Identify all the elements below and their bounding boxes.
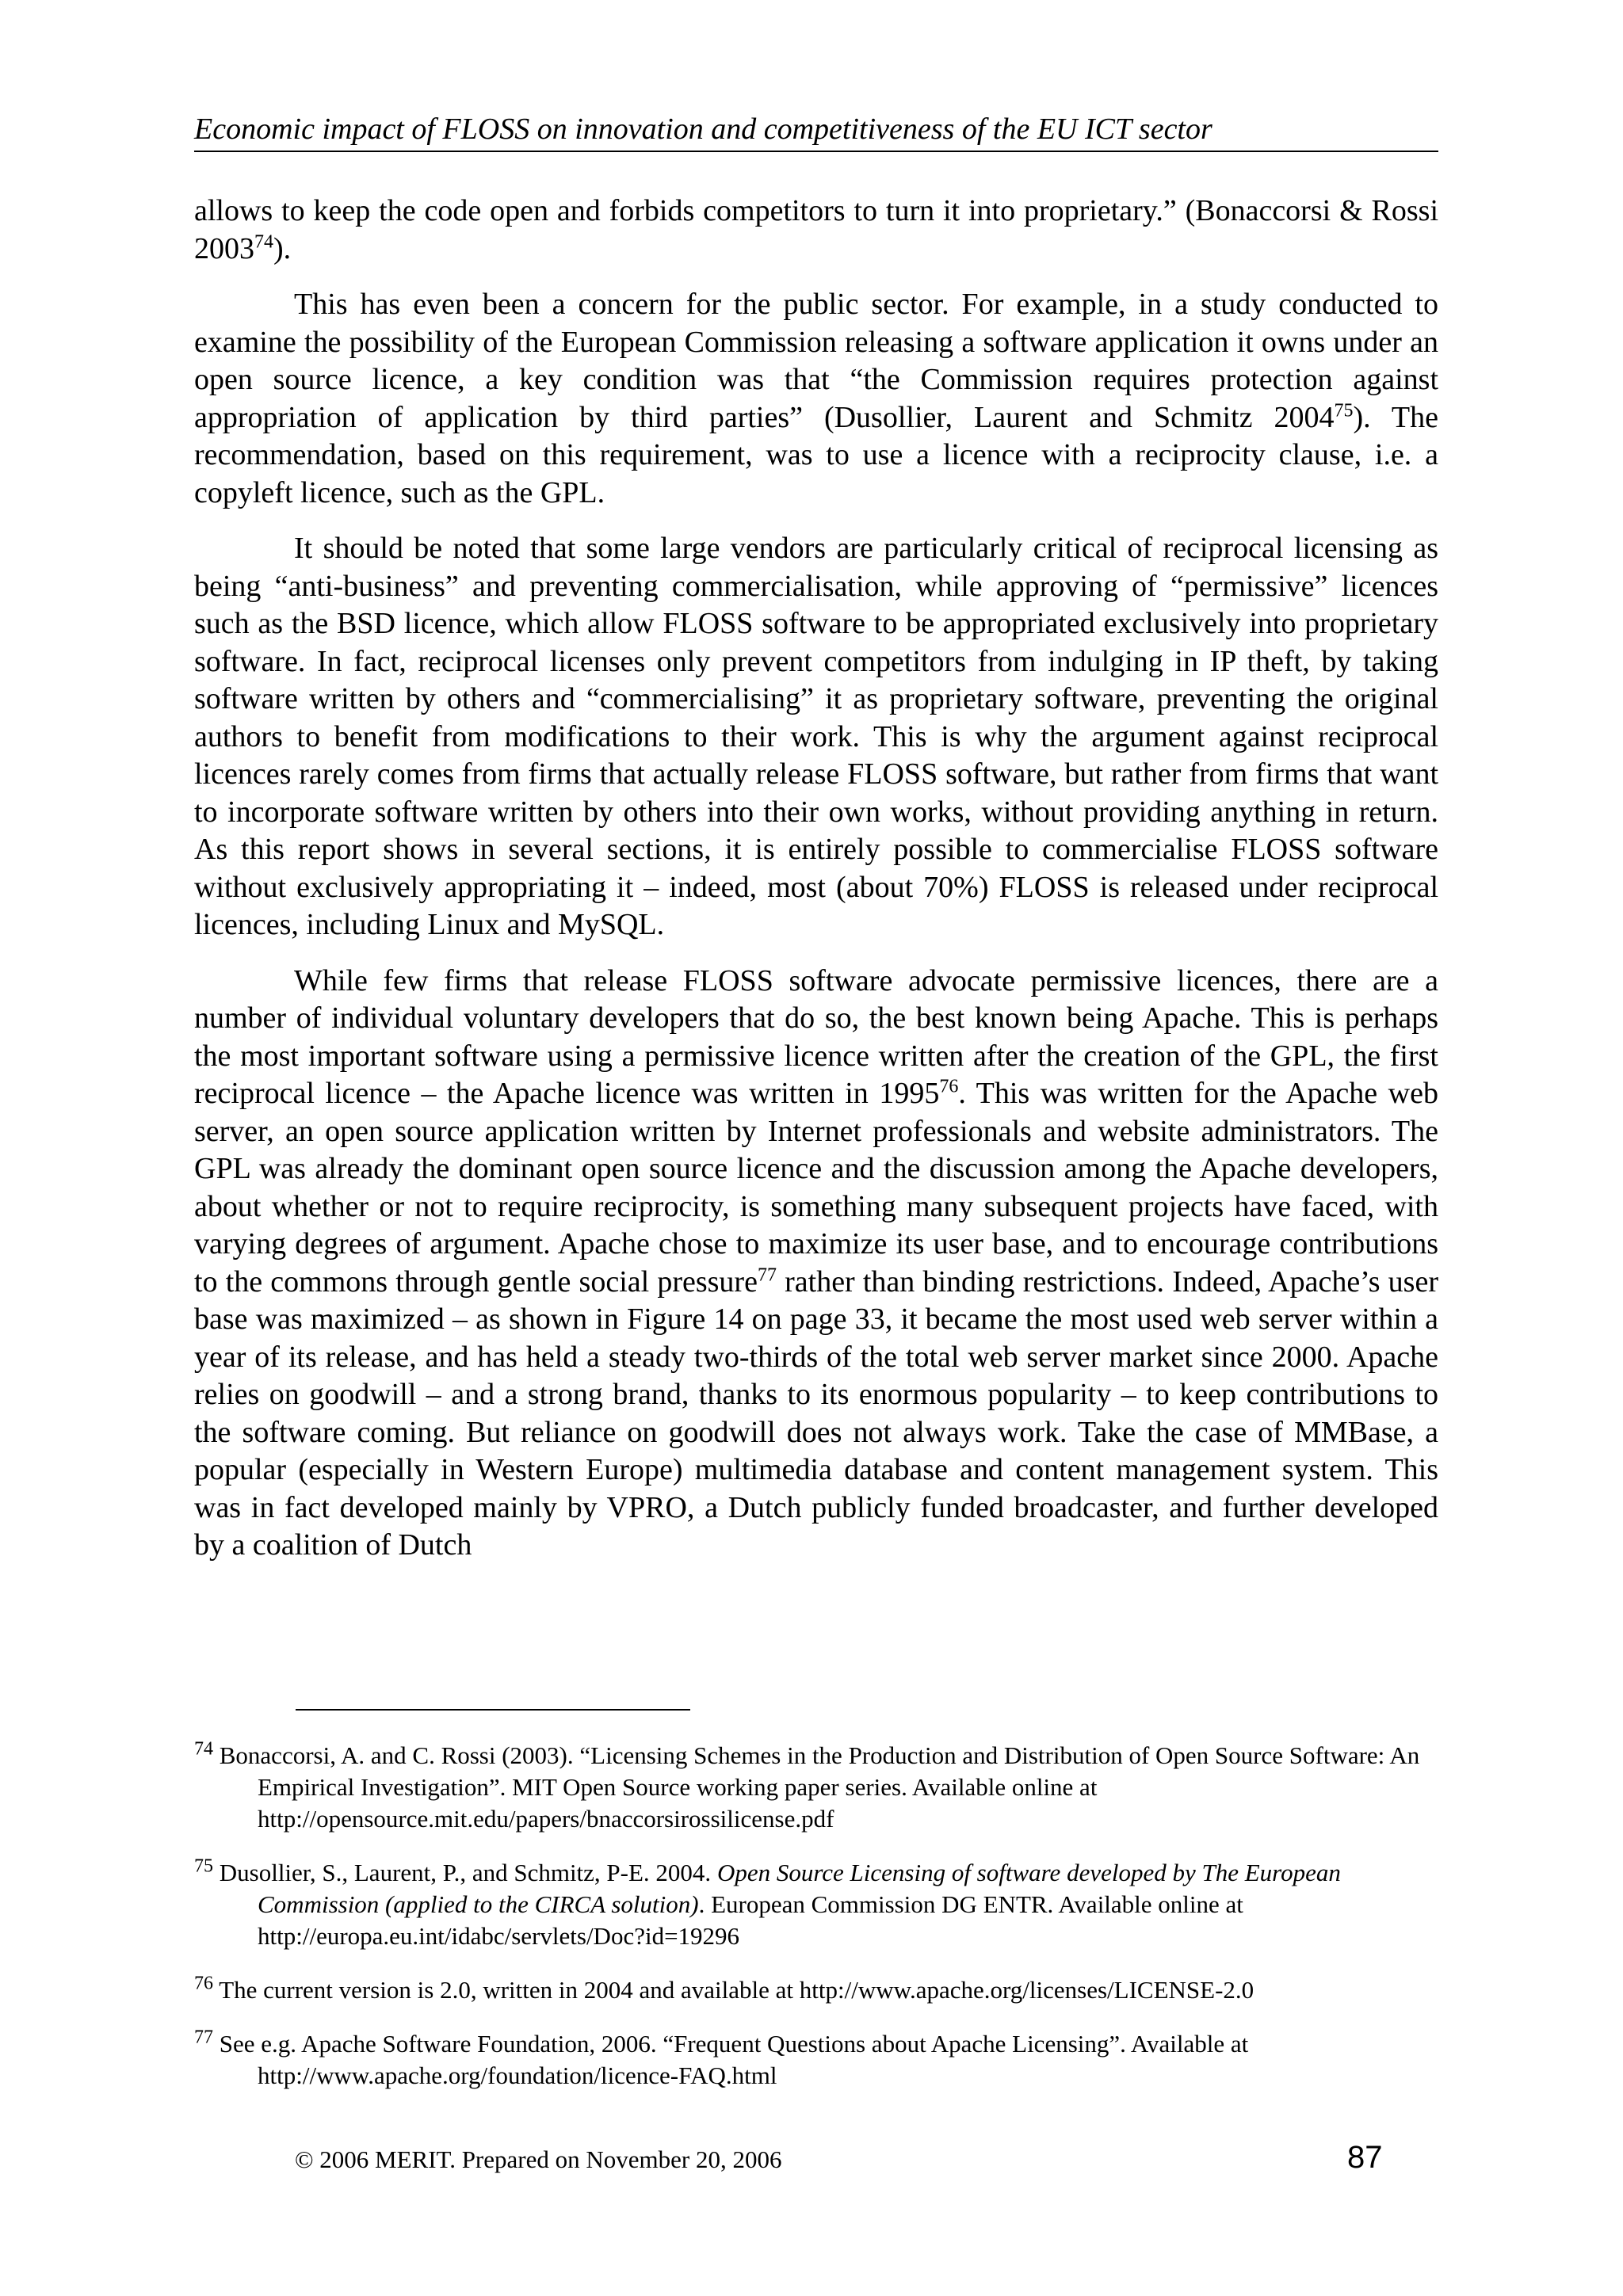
body-text bbox=[194, 193, 1438, 1583]
paragraph-3: It should be noted that some large vendors are particularly critical of reciprocal licensing as being “anti-business” and preventing commercialisation, while approving of “permissive” licences such as the BSD licence, which allow FLOSS software to be appropriated exclusively into proprietary software. In fact, reciprocal licenses only prevent competitors from indulging in IP theft, by taking software written by others and “commercialising” it as proprietary software, preventing the original authors to benefit from modifications to their work. This is why the argument against reciprocal licences rarely comes from firms that actually release FLOSS software, but rather from firms that want to incorporate software written by others into their own works, without providing anything in return. As this report shows in several sections, it is entirely possible to commercialise FLOSS software without exclusively appropriating it – indeed, most (about 70%) FLOSS is released under reciprocal licences, including Linux and MySQL. bbox=[194, 532, 1438, 941]
footnote-text: Dusollier, S., Laurent, P., and Schmitz, P-E. 2004. bbox=[213, 1859, 717, 1886]
footnote-separator bbox=[296, 1709, 690, 1711]
page-number: 87 bbox=[1347, 2140, 1383, 2175]
footnote-number: 77 bbox=[194, 2027, 213, 2048]
paragraph-4 bbox=[194, 963, 1438, 1565]
footnote-text: . European Commission DG ENTR. Available online at http://europa.eu.int/idabc/servlets/Doc?id=19296 bbox=[258, 1890, 1243, 1950]
paragraph-2-text-a: This has even been a concern for the public sector. For example, in a study conducted to examine the possibility of the European Commission releasing a software application it owns under an open source licence, a key condition was that “the Commission requires protection against appropriation of application by third parties” (Dusollier, Laurent and Schmitz 2004 bbox=[194, 288, 1438, 434]
footnote-ref-77[interactable]: 77 bbox=[757, 1264, 777, 1285]
paragraph-4-text-b: . This was written for the Apache web server, an open source application written by Internet professionals and website administrators. The GPL was already the dominant open source licence and the discussion among the Apache developers, about whether or not to require reciprocity, is something many subsequent projects have faced, with varying degrees of argument. Apache chose to maximize its user base, and to encourage contributions to the commons through gentle social pressure bbox=[194, 1077, 1438, 1299]
footnotes bbox=[194, 1740, 1438, 2114]
footnote-text: Bonaccorsi, A. and C. Rossi (2003). “Licensing Schemes in the Production and Distribution of Open Source Software: An Empirical Investigation”. MIT Open Source working paper series. Available online at http://opensource.mit.edu/papers/bnaccorsirossilicense.pdf bbox=[213, 1741, 1420, 1833]
footnote-text: See e.g. Apache Software Foundation, 2006. “Frequent Questions about Apache Licensing”. Available at http://www.apache.org/foundation/licence-FAQ.html bbox=[213, 2030, 1249, 2089]
footnote-76 bbox=[194, 1974, 1438, 2006]
footnote-title: Open Source Licensing of software developed by The European Commission (applied to the CIRCA solution) bbox=[258, 1859, 1341, 1918]
footnote-ref-76[interactable]: 76 bbox=[939, 1076, 959, 1097]
footnote-77 bbox=[194, 2028, 1438, 2092]
paragraph-4-text-a: While few firms that release FLOSS software advocate permissive licences, there are a number of individual voluntary developers that do so, the best known being Apache. This is perhaps the most important software using a permissive licence written after the creation of the GPL, the first reciprocal licence – the Apache licence was written in 1995 bbox=[194, 963, 1438, 1110]
paragraph-1-text-a: allows to keep the code open and forbids competitors to turn it into proprietary.” (Bonaccorsi & Rossi 2003 bbox=[194, 194, 1438, 265]
footnote-number: 76 bbox=[194, 1973, 213, 1994]
footnote-75 bbox=[194, 1857, 1438, 1952]
footnote-ref-75[interactable]: 75 bbox=[1334, 399, 1354, 421]
paragraph-1 bbox=[194, 193, 1438, 268]
footer-copyright: © 2006 MERIT. Prepared on November 20, 2006 bbox=[295, 2145, 782, 2173]
footnote-ref-74[interactable]: 74 bbox=[254, 231, 273, 252]
footnote-number: 74 bbox=[194, 1738, 213, 1760]
paragraph-4-text-c: rather than binding restrictions. Indeed, Apache’s user base was maximized – as shown in Figure 14 on page 33, it became the most used web server within a year of its release, and has held a steady two-thirds of the total web server market since 2000. Apache relies on goodwill – and a strong brand, thanks to its enormous popularity – to keep contributions to the software coming. But reliance on goodwill does not always work. Take the case of MMBase, a popular (especially in Western Europe) multimedia database and content management system. This was in fact developed mainly by VPRO, a Dutch publicly funded broadcaster, and further developed by a coalition of Dutch bbox=[194, 1264, 1438, 1562]
footnote-74 bbox=[194, 1740, 1438, 1835]
paragraph-1-text-b: ). bbox=[273, 231, 292, 265]
running-header: Economic impact of FLOSS on innovation and competitiveness of the EU ICT sector bbox=[194, 109, 1438, 152]
footnote-number: 75 bbox=[194, 1855, 213, 1877]
paragraph-2-text-b: ). The recommendation, based on this requirement, was to use a licence with a reciprocity clause, i.e. a copyleft licence, such as the GPL. bbox=[194, 400, 1439, 509]
paragraph-2 bbox=[194, 286, 1438, 512]
footnote-text: The current version is 2.0, written in 2004 and available at http://www.apache.org/licenses/LICENSE-2.0 bbox=[213, 1976, 1254, 2004]
